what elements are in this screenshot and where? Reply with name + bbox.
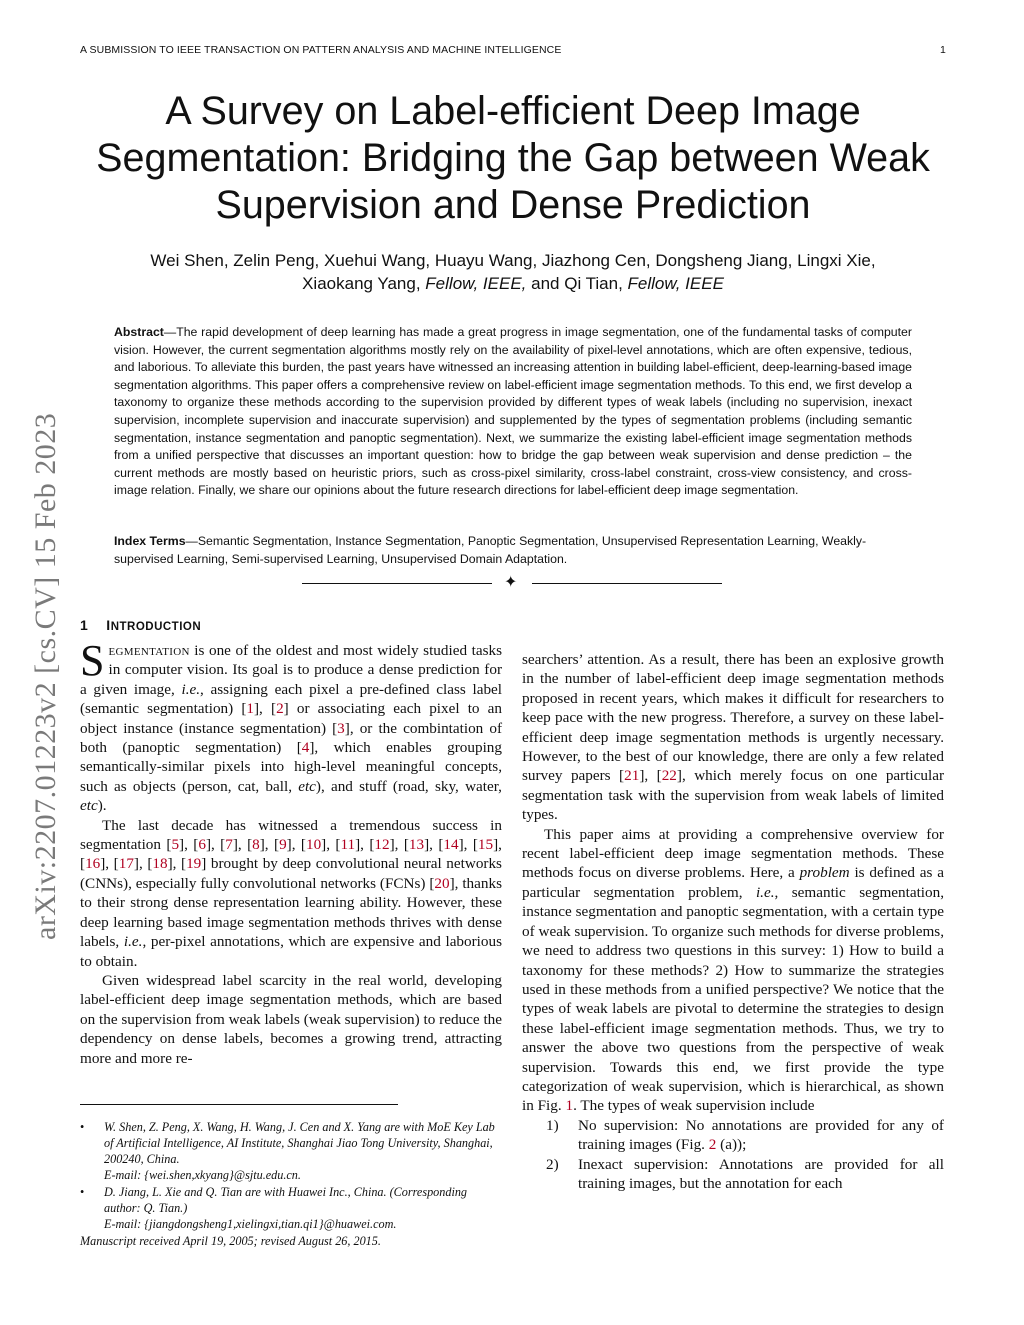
citation-link[interactable]: 20	[434, 874, 450, 892]
abstract	[114, 324, 912, 500]
citation-link[interactable]: 21	[624, 767, 640, 785]
footnotes	[80, 1119, 502, 1233]
citation-link[interactable]: 6	[198, 836, 206, 854]
journal-header: A SUBMISSION TO IEEE TRANSACTION ON PATTERN ANALYSIS AND MACHINE INTELLIGENCE	[80, 44, 562, 56]
figure-link[interactable]: 1	[565, 1097, 574, 1115]
citation-link[interactable]: 11	[340, 836, 356, 854]
abstract-text: —The rapid development of deep learning has made a great progress in image segmentation, one of the fundamental tasks of computer vision. However, the current segmentation algorithms mostly rely on the availability of pixel-level annotations, which are often expensive, tedious, and laborious. To alleviate this burden, the past years have witnessed an increasing attention in building label-efficient, deep-learning-based image segmentation algorithms. This paper offers a comprehensive review on label-efficient image segmentation methods. To this end, we first develop a taxonomy to organize these methods according to the supervision provided by different types of weak labels (including no supervision, inexact supervision, incomplete supervision and inaccurate supervision) and supplemented by the types of segmentation problems (including semantic segmentation, instance segmentation and panoptic segmentation). Next, we summarize the existing label-efficient image segmentation methods from a unified perspective that discusses an important question: how to bridge the gap between weak supervision and dense prediction – the current methods are mostly based on heuristic priors, such as cross-pixel similarity, cross-label constraint, cross-view consistency, and cross-image relation. Finally, we share our opinions about the future research directions for label-efficient deep image segmentation.	[114, 325, 912, 498]
right-column	[522, 650, 944, 1193]
citation-link[interactable]: 1	[246, 700, 254, 718]
citation-link[interactable]: 14	[443, 836, 459, 854]
section-number: 1	[80, 617, 89, 633]
citation-link[interactable]: 18	[152, 855, 168, 873]
page-number: 1	[940, 44, 946, 56]
authors-line-2: Xiaokang Yang, Fellow, IEEE, and Qi Tian, Fellow, IEEE	[302, 274, 724, 293]
bullet-icon: •	[80, 1185, 85, 1199]
citation-link[interactable]: 12	[374, 836, 390, 854]
drop-cap: S	[80, 636, 105, 685]
citation-link[interactable]: 13	[408, 836, 425, 854]
citation-link[interactable]: 22	[661, 767, 677, 785]
section-heading: 1 INTRODUCTION	[80, 617, 202, 633]
list-item: 2) Inexact supervision: Annotations are provided for all training images, but the annotation for each	[546, 1155, 944, 1192]
citation-link[interactable]: 16	[85, 855, 101, 873]
manuscript-note: Manuscript received April 19, 2005; revised August 26, 2015.	[80, 1234, 381, 1248]
citation-link[interactable]: 17	[118, 855, 134, 873]
running-head	[80, 44, 946, 56]
section-separator	[302, 573, 722, 593]
footnote: • D. Jiang, L. Xie and Q. Tian are with Huawei Inc., China. (Corresponding author: Q. Tian.) E-mail: {jiangdongsheng1,xielingxi,tian.qi1}@huawei.com.	[80, 1184, 502, 1232]
footnote: • W. Shen, Z. Peng, X. Wang, H. Wang, J. Cen and X. Yang are with MoE Key Lab of Artificial Intelligence, AI Institute, Shanghai Jiao Tong University, Shanghai, 200240, China. E-mail: {wei.shen,xkyang}@sjtu.edu.cn.	[80, 1119, 502, 1183]
paragraph: This paper aims at providing a comprehensive overview for recent label-efficient deep image segmentation methods. These methods focus on diverse problems. Here, a problem is defined as a particular segmentation problem, i.e., semantic segmentation, instance segmentation and panoptic segmentation, with a certain type of weak supervision. To organize such methods for diverse problems, we need to address two questions in this survey: 1) How to build a taxonomy for these methods? 2) How to summarize the strategies used in these methods from a unified perspective? We notice that the types of weak labels are pivotal to determine the strategies to design these label-efficient image segmentation methods. Thus, we try to answer the above two questions from the perspective of weak supervision. Towards this end, we first provide the type categorization of weak supervision, which is hierarchical, as shown in Fig. 1. The types of weak supervision include	[522, 825, 944, 1115]
index-terms-label: Index Terms	[114, 534, 186, 548]
arxiv-stamp: arXiv:2207.01223v2 [cs.CV] 15 Feb 2023	[29, 412, 62, 940]
citation-link[interactable]: 7	[225, 836, 233, 854]
citation-link[interactable]: 15	[477, 836, 494, 854]
citation-link[interactable]: 5	[171, 836, 180, 854]
citation-link[interactable]: 4	[301, 739, 310, 757]
email: E-mail: {jiangdongsheng1,xielingxi,tian.qi1}@huawei.com.	[104, 1217, 397, 1231]
separator-line-right	[532, 583, 722, 584]
separator-line-left	[302, 583, 492, 584]
footnote-rule	[80, 1104, 398, 1105]
email: E-mail: {wei.shen,xkyang}@sjtu.edu.cn.	[104, 1168, 301, 1182]
list-item: 1) No supervision: No annotations are provided for any of training images (Fig. 2 (a));	[546, 1116, 944, 1154]
authors-line-1: Wei Shen, Zelin Peng, Xuehui Wang, Huayu Wang, Jiazhong Cen, Dongsheng Jiang, Lingxi Xie,	[150, 251, 876, 270]
paragraph: Segmentation is one of the oldest and most widely studied tasks in computer vision. Its goal is to produce a dense prediction for a given image, i.e., assigning each pixel a pre-defined class label (semantic segmentation) [1], [2] or associating each pixel to an object instance (instance segmentation) [3], or the combintation of both (panoptic segmentation) [4], which enables grouping semantically-similar pixels into high-level meaningful concepts, such as objects (person, cat, ball, etc), and stuff (road, sky, water, etc).	[80, 636, 503, 815]
figure-link[interactable]: 2	[708, 1136, 717, 1154]
citation-link[interactable]: 2	[276, 700, 284, 718]
index-terms	[114, 533, 912, 568]
citation-link[interactable]: 9	[279, 836, 287, 854]
paragraph: Given widespread label scarcity in the real world, developing label-efficient deep image segmentation methods, which are based on the supervision from weak labels (weak supervision) to reduce the dependency on dense labels, becomes a growing trend, attracting more and more re-	[80, 971, 502, 1067]
paper-title: A Survey on Label-efficient Deep Image Segmentation: Bridging the Gap between Weak Supervision and Dense Prediction	[96, 89, 930, 227]
weak-supervision-list	[522, 1116, 944, 1194]
citation-link[interactable]: 3	[337, 719, 345, 737]
abstract-label: Abstract	[114, 325, 164, 339]
citation-link[interactable]: 19	[186, 855, 202, 873]
citation-link[interactable]: 10	[305, 836, 322, 854]
diamond-icon: ✦	[504, 574, 518, 591]
paragraph: searchers’ attention. As a result, there has been an explosive growth in the number of label-efficient deep image segmentation methods proposed in recent years, which makes it difficult for researchers to keep pace with the new progress. Therefore, a survey on these label-efficient deep image segmentation methods is urgently necessary. However, to the best of our knowledge, there are only a few related survey papers [21], [22], which merely focus on one particular segmentation task with the supervision from weak labels of limited types.	[522, 651, 945, 824]
author-list	[80, 249, 946, 295]
left-column	[80, 636, 503, 1068]
bullet-icon: •	[80, 1120, 85, 1134]
paragraph: The last decade has witnessed a tremendous success in segmentation [5], [6], [7], [8], [9], [10], [11], [12], [13], [14], [15], [16], [17], [18], [19] brought by deep convolutional neural networks (CNNs), especially fully convolutional networks (FCNs) [20], thanks to their strong dense representation learning ability. However, these deep learning based image segmentation methods thrives with dense labels, i.e., per-pixel annotations, which are expensive and laborious to obtain.	[80, 816, 502, 970]
index-terms-text: —Semantic Segmentation, Instance Segmentation, Panoptic Segmentation, Unsupervised Representation Learning, Weakly-supervised Learning, Semi-supervised Learning, Unsupervised Domain Adaptation.	[114, 534, 867, 566]
citation-link[interactable]: 8	[252, 836, 260, 854]
